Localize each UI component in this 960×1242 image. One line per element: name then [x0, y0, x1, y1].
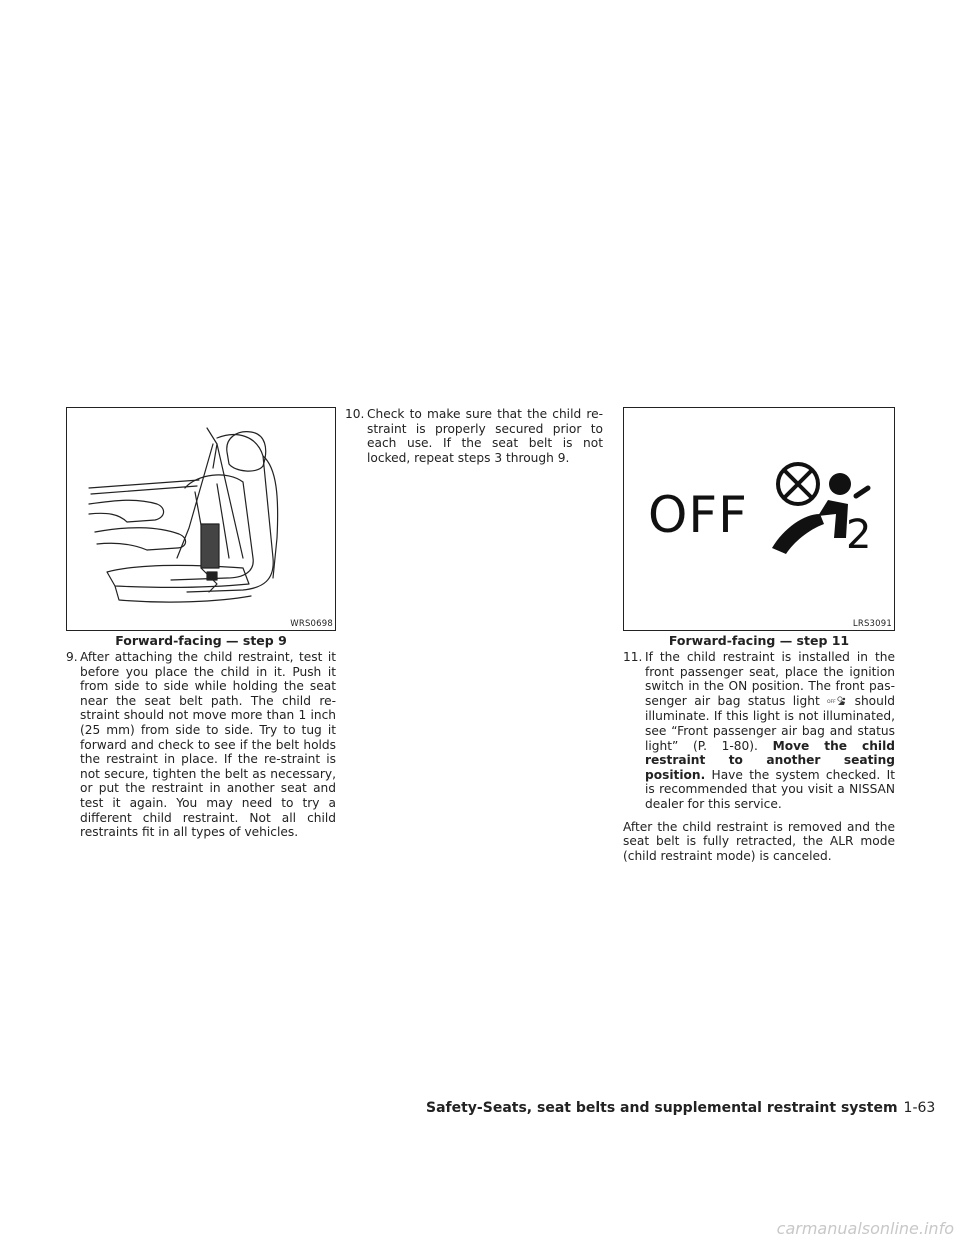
child-seat-illustration: [67, 408, 335, 630]
section-title: Safety-Seats, seat belts and supplemental restraint system: [426, 1100, 898, 1116]
figure-child-seat: [66, 407, 336, 631]
step-text: Check to make sure that the child re-straint is properly secured prior to each use. If the seat belt is not locked, repeat steps 3 through 9.: [367, 407, 603, 465]
closing-paragraph: After the child restraint is removed and the seat belt is fully retracted, the ALR mode (child restraint mode) is canceled.: [623, 819, 895, 863]
figure-caption: Forward-facing — step 11: [668, 633, 850, 648]
svg-text:OFF: OFF: [827, 699, 836, 705]
watermark: carmanualsonline.info: [776, 1219, 954, 1238]
step-number: 11.: [623, 650, 643, 664]
figure-code: LRS3091: [852, 619, 892, 629]
seat-number: 2: [846, 512, 872, 558]
off-indicator-text: OFF: [648, 486, 748, 544]
step-number: 9.: [66, 650, 78, 664]
step-bold-instruction: Move the child restraint to another seating position.: [645, 738, 895, 782]
step-text: [645, 650, 895, 812]
step-9: [66, 650, 336, 840]
figure-code: WRS0698: [290, 619, 333, 629]
step-11: [623, 650, 895, 863]
page-number: 1-63: [903, 1100, 936, 1116]
figure-airbag-status-light: [623, 407, 895, 631]
figure-caption: Forward-facing — step 9: [115, 633, 287, 648]
step-text-part: Have the system checked. It is recommended that you visit a NISSAN dealer for this service.: [645, 767, 895, 811]
step-number: 10.: [345, 407, 365, 421]
step-10: [345, 407, 603, 465]
step-text-part: If the child restraint is installed in the front passenger seat, place the ignition switch in the ON position. The front pas-senger air bag status light: [645, 650, 895, 708]
step-text-part: should illuminate. If this light is not illuminated, see “Front passenger air bag and status light” (P. 1-80).: [645, 693, 895, 753]
airbag-off-small-icon: [827, 695, 847, 710]
page-footer: [426, 1100, 936, 1122]
step-text: After attaching the child restraint, test it before you place the child in it. Push it from side to side while holding the seat near the seat belt path. The child re-straint should not move more than 1 inch (25 mm) from side to side. Try to tug it forward and check to see if the belt holds the restraint in place. If the re-straint is not secure, tighten the belt as necessary, or put the restraint in another seat and test it again. You may need to try a different child restraint. Not all child restraints fit in all types of vehicles.: [80, 650, 336, 840]
